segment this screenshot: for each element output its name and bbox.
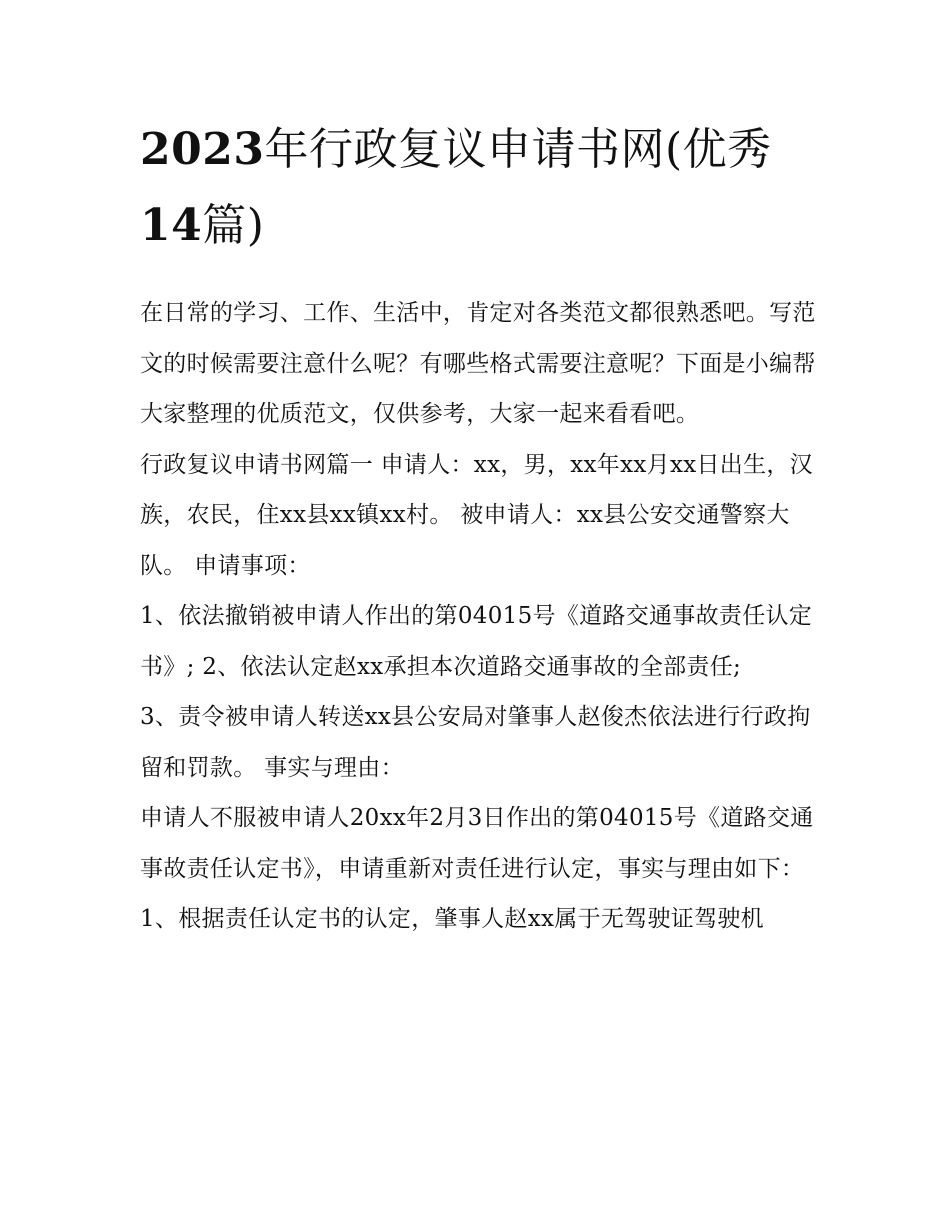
paragraph-facts-intro: 申请人不服被申请人20xx年2月3日作出的第04015号《道路交通事故责任认定书》，申请重新对责任进行认定，事实与理由如下： [140, 805, 814, 882]
paragraph-request-3: 3、责令被申请人转送xx县公安局对肇事人赵俊杰依法进行行政拘留和罚款。 事实与理由： [140, 704, 811, 781]
paragraph-fact-1: 1、根据责任认定书的认定，肇事人赵xx属于无驾驶证驾驶机 [140, 906, 764, 932]
document-body [140, 288, 820, 945]
document-page [140, 112, 820, 945]
document-title: 2023年行政复议申请书网(优秀14篇) [140, 124, 772, 251]
paragraph-intro: 在日常的学习、工作、生活中，肯定对各类范文都很熟悉吧。写范文的时候需要注意什么呢？有哪些格式需要注意呢？下面是小编帮大家整理的优质范文，仅供参考，大家一起来看看吧。 [140, 300, 816, 427]
paragraph-request-1-2: 1、依法撤销被申请人作出的第04015号《道路交通事故责任认定书》; 2、依法认定赵xx承担本次道路交通事故的全部责任; [140, 603, 813, 680]
paragraph-parties: 行政复议申请书网篇一 申请人：xx，男，xx年xx月xx日出生，汉族，农民，住xx县xx镇xx村。 被申请人：xx县公安交通警察大队。 申请事项： [140, 451, 813, 579]
